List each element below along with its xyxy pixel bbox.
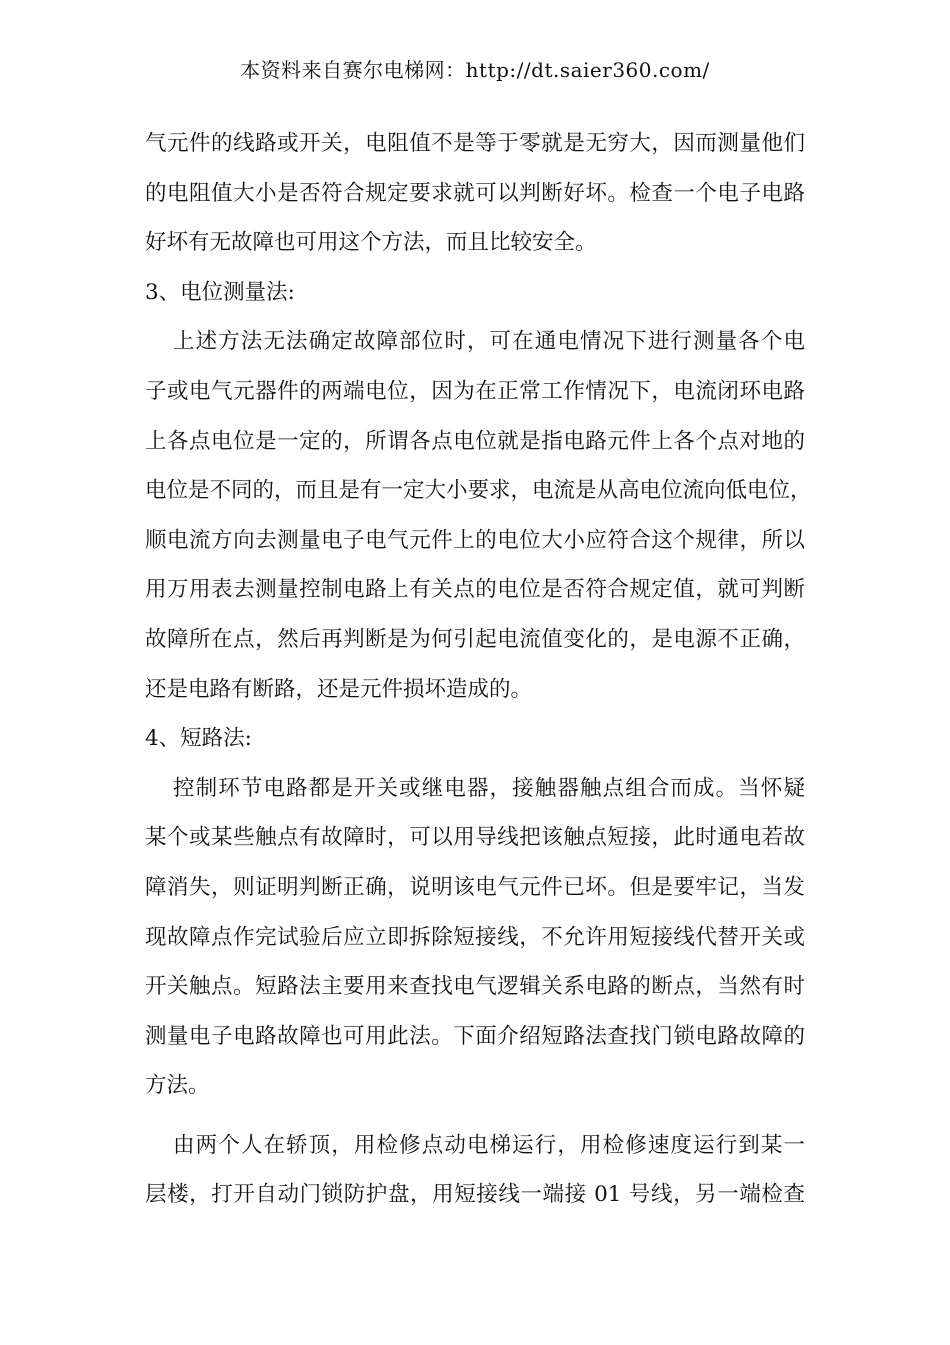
text-line-2: 的电阻值大小是否符合规定要求就可以判断好坏。检查一个电子电路 bbox=[145, 180, 805, 206]
text-line-9: 顺电流方向去测量电子电气元件上的电位大小应符合这个规律，所以 bbox=[145, 527, 805, 553]
text-line-16: 障消失，则证明判断正确，说明该电气元件已坏。但是要牢记，当发 bbox=[145, 874, 805, 900]
text-line-5: 上述方法无法确定故障部位时，可在通电情况下进行测量各个电 bbox=[173, 329, 805, 355]
section-heading-4: 4、短路法: bbox=[145, 726, 252, 752]
text-line-21: 由两个人在轿顶，用检修点动电梯运行，用检修速度运行到某一 bbox=[173, 1132, 805, 1158]
text-line-19: 测量电子电路故障也可用此法。下面介绍短路法查找门锁电路故障的 bbox=[145, 1023, 805, 1049]
document-body bbox=[145, 124, 812, 1225]
text-line-12: 还是电路有断路，还是元件损坏造成的。 bbox=[145, 676, 533, 702]
text-line-22: 层楼，打开自动门锁防护盘，用短接线一端接 01 号线，另一端检查 bbox=[145, 1182, 805, 1208]
text-line-10: 用万用表去测量控制电路上有关点的电位是否符合规定值，就可判断 bbox=[145, 577, 805, 603]
text-line-17: 现故障点作完试验后应立即拆除短接线，不允许用短接线代替开关或 bbox=[145, 924, 805, 950]
text-line-20: 方法。 bbox=[145, 1073, 210, 1099]
text-line-1: 气元件的线路或开关，电阻值不是等于零就是无穷大，因而测量他们 bbox=[145, 131, 805, 156]
text-line-18: 开关触点。短路法主要用来查找电气逻辑关系电路的断点，当然有时 bbox=[145, 974, 805, 1000]
text-line-15: 某个或某些触点有故障时，可以用导线把该触点短接，此时通电若故 bbox=[145, 825, 805, 851]
text-line-11: 故障所在点，然后再判断是为何引起电流值变化的，是电源不正确， bbox=[145, 626, 805, 652]
text-line-3: 好坏有无故障也可用这个方法，而且比较安全。 bbox=[145, 230, 597, 256]
text-line-8: 电位是不同的，而且是有一定大小要求，电流是从高电位流向低电位， bbox=[145, 478, 812, 504]
page-header: 本资料来自赛尔电梯网：http://dt.saier360.com/ bbox=[240, 58, 710, 82]
text-line-7: 上各点电位是一定的，所谓各点电位就是指电路元件上各个点对地的 bbox=[145, 428, 805, 454]
text-line-14: 控制环节电路都是开关或继电器，接触器触点组合而成。当怀疑 bbox=[173, 775, 805, 801]
section-heading-3: 3、电位测量法: bbox=[145, 279, 295, 305]
text-line-6: 子或电气元器件的两端电位，因为在正常工作情况下，电流闭环电路 bbox=[145, 378, 805, 404]
